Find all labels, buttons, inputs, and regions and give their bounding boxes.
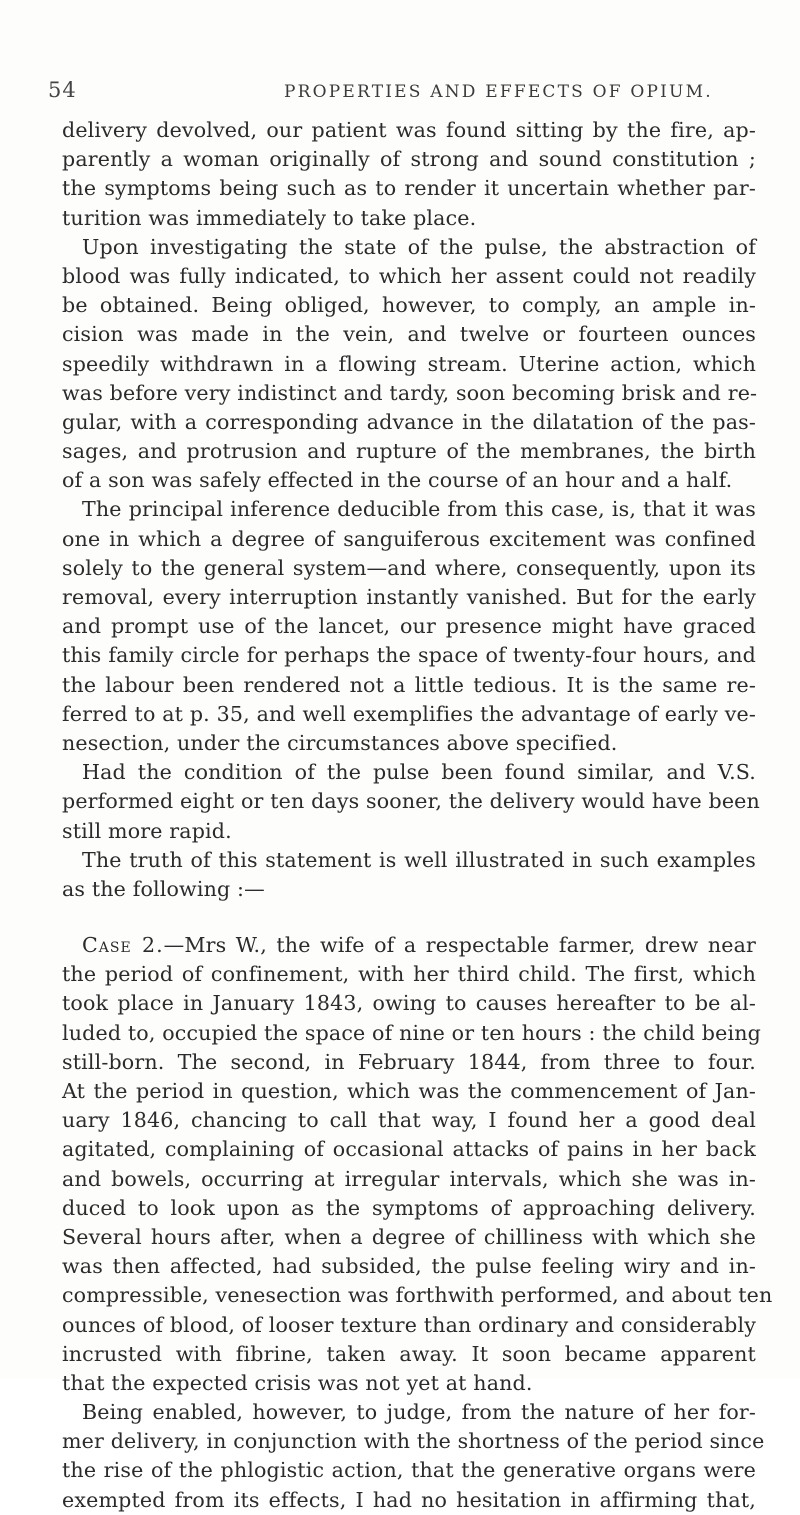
text-line: and bowels, occurring at irregular intervals, which she was in- (62, 1166, 756, 1191)
case-label: Case 2. (82, 933, 164, 958)
running-title: PROPERTIES AND EFFECTS OF OPIUM. (284, 82, 713, 102)
text-line: mer delivery, in conjunction with the shortness of the period since (62, 1429, 765, 1454)
text-line: the symptoms being such as to render it uncertain whether par- (62, 176, 756, 201)
text-line: and prompt use of the lancet, our presence might have graced (62, 614, 756, 639)
text-line: cision was made in the vein, and twelve or fourteen ounces (62, 322, 756, 347)
page-header (48, 78, 748, 108)
text-line: speedily withdrawn in a flowing stream. Uterine action, which (62, 351, 756, 376)
text-line: the period of confinement, with her third child. The first, which (62, 962, 756, 987)
text-line (62, 931, 756, 960)
text-line: sages, and protrusion and rupture of the membranes, the birth (62, 439, 756, 464)
case-paragraph (62, 931, 773, 1398)
text-line: At the period in question, which was the commencement of Jan- (62, 1079, 756, 1103)
text-line: compressible, venesection was forthwith performed, and about ten (62, 1283, 773, 1308)
text-line: still-born. The second, in February 1844, from three to four. (62, 1049, 756, 1074)
text-line: removal, every interruption instantly vanished. But for the early (62, 585, 756, 609)
text-line: parently a woman originally of strong and sound constitution ; (62, 147, 756, 172)
text-line: luded to, occupied the space of nine or ten hours : the child being (62, 1020, 761, 1045)
text-line: gular, with a corresponding advance in the dilatation of the pas- (62, 409, 756, 434)
page-number: 54 (48, 78, 77, 102)
text-line: delivery devolved, our patient was found sitting by the fire, ap- (62, 118, 756, 142)
text-line: uary 1846, chancing to call that way, I found her a good deal (62, 1108, 756, 1133)
paragraph (62, 495, 756, 758)
paragraph (62, 846, 756, 904)
text-line: incrusted with fibrine, taken away. It soon became apparent (62, 1341, 756, 1366)
text-line: Had the condition of the pulse been found similar, and V.S. (82, 760, 756, 785)
case-first-line: —Mrs W., the wife of a respectable farmer, drew near (163, 933, 757, 958)
paragraph (62, 116, 756, 233)
body-text (62, 116, 773, 1515)
text-line: was then affected, had subsided, the pulse feeling wiry and in- (62, 1254, 756, 1279)
section-gap (62, 904, 756, 931)
text-line: ferred to at p. 35, and well exemplifies the advantage of early ve- (62, 701, 756, 726)
paragraph (62, 1398, 765, 1515)
text-line: one in which a degree of sanguiferous excitement was confined (62, 526, 756, 551)
text-line: duced to look upon as the symptoms of approaching delivery. (62, 1195, 756, 1220)
text-line: Being enabled, however, to judge, from the nature of her for- (82, 1400, 756, 1425)
text-line: Upon investigating the state of the pulse, the abstraction of (82, 234, 756, 259)
text-line: this family circle for perhaps the space of twenty-four hours, and (62, 643, 756, 668)
text-line: agitated, complaining of occasional attacks of pains in her back (62, 1137, 756, 1162)
text-line: exempted from its effects, I had no hesitation in affirming that, (62, 1487, 756, 1512)
text-line: nesection, under the circumstances above specified. (62, 730, 618, 755)
text-line: The truth of this statement is well illustrated in such examples (82, 847, 756, 872)
text-line: turition was immediately to take place. (62, 205, 477, 230)
text-line: The principal inference deducible from this case, is, that it was (82, 497, 756, 522)
text-line: the rise of the phlogistic action, that the generative organs were (62, 1458, 756, 1483)
text-line: be obtained. Being obliged, however, to comply, an ample in- (62, 293, 756, 318)
text-line: ounces of blood, of looser texture than ordinary and considerably (62, 1312, 756, 1337)
text-line: solely to the general system—and where, consequently, upon its (62, 555, 756, 580)
text-line: the labour been rendered not a little tedious. It is the same re- (62, 672, 756, 697)
text-line: was before very indistinct and tardy, soon becoming brisk and re- (62, 380, 758, 405)
text-line: performed eight or ten days sooner, the delivery would have been (62, 789, 760, 814)
text-line: blood was fully indicated, to which her assent could not readily (62, 263, 756, 288)
paragraph (62, 758, 760, 846)
text-line: of a son was safely effected in the course of an hour and a half. (62, 468, 733, 493)
text-line: took place in January 1843, owing to causes hereafter to be al- (62, 991, 756, 1016)
text-line: as the following :— (62, 876, 265, 901)
text-line: Several hours after, when a degree of chilliness with which she (62, 1224, 756, 1249)
text-line: still more rapid. (62, 818, 232, 843)
paragraph (62, 233, 756, 496)
text-line: that the expected crisis was not yet at hand. (62, 1370, 533, 1395)
